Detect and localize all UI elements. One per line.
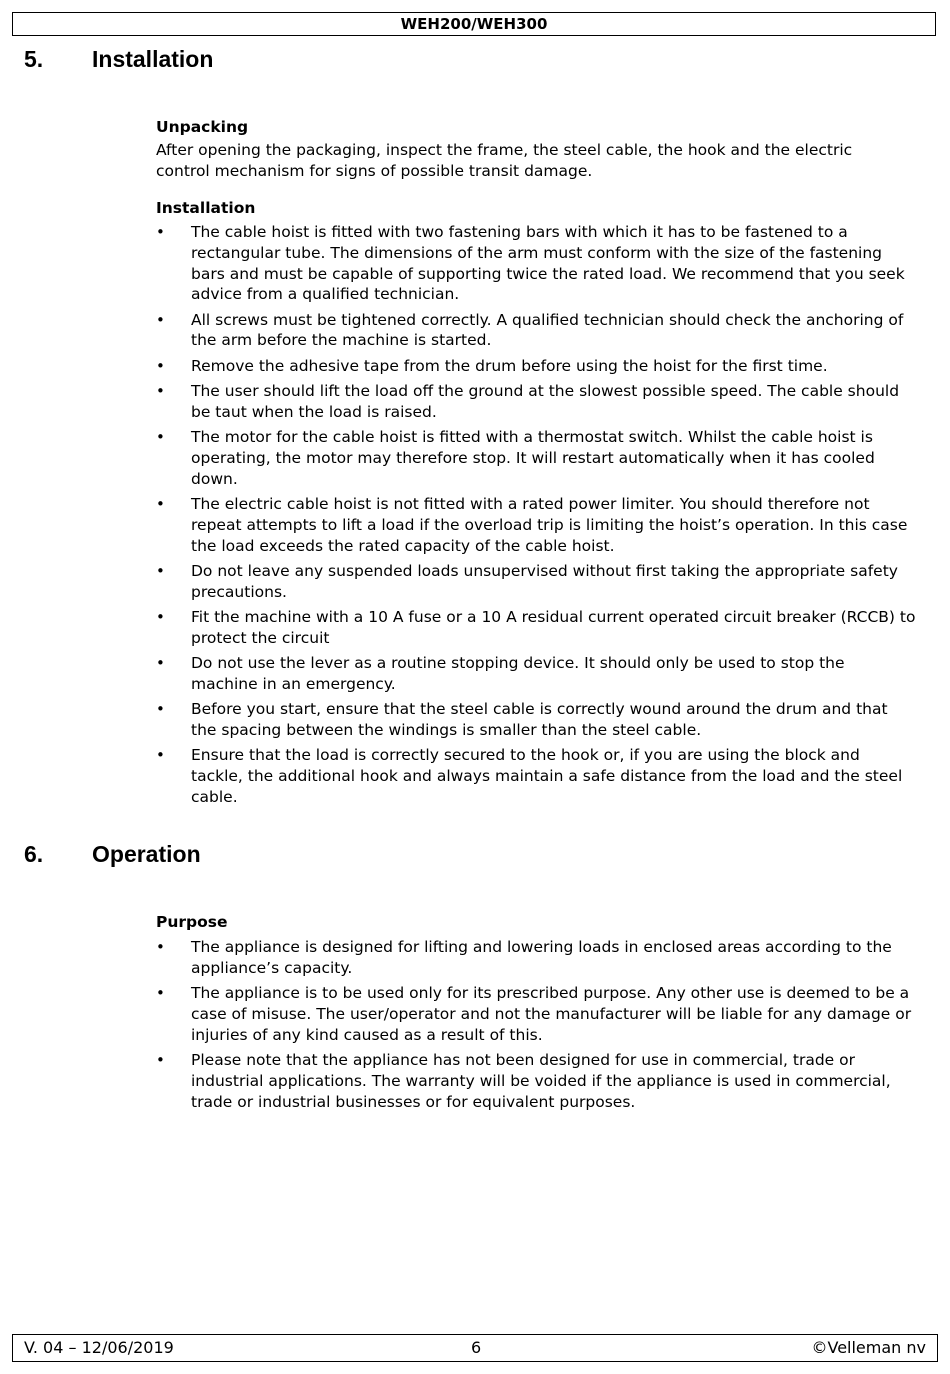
list-item: [156, 699, 916, 741]
list-item-text: Before you start, ensure that the steel cable is correctly wound around the drum and that the spacing between the windings is smaller than the steel cable.: [191, 700, 888, 740]
section-number: 5.: [24, 46, 44, 72]
list-item: [156, 745, 916, 807]
list-item-text: The appliance is to be used only for its prescribed purpose. Any other use is deemed to be a case of misuse. The user/operator and not the manufacturer will be liable for any damage or injuries of any kind caused as a result of this.: [191, 984, 912, 1044]
list-item-text: The user should lift the load off the ground at the slowest possible speed. The cable should be taut when the load is raised.: [191, 382, 900, 421]
list-item-text: Fit the machine with a 10 A fuse or a 10 A residual current operated circuit breaker (RCCB) to protect the circuit: [191, 608, 916, 647]
list-item-text: Ensure that the load is correctly secured to the hook or, if you are using the block and tackle, the additional hook and always maintain a safe distance from the load and the steel cable.: [191, 746, 903, 806]
list-item: [156, 222, 916, 305]
list-item: [156, 381, 916, 423]
bullet-icon: •: [156, 223, 165, 241]
list-item-text: Do not leave any suspended loads unsupervised without first taking the appropriate safety precautions.: [191, 561, 898, 601]
list-item-text: The electric cable hoist is not fitted with a rated power limiter. You should therefore not repeat attempts to lift a load if the overload trip is limiting the hoist’s operation. In this case the load exceeds the rated capacity of the cable hoist.: [191, 495, 908, 555]
bullet-icon: •: [156, 382, 165, 401]
list-item-text: The cable hoist is fitted with two fastening bars with which it has to be fastened to a rectangular tube. The dimensions of the arm must conform with the size of the fastening bars and must be capable of supporting twice the rated load. We recommend that you seek advice from a qualified technician.: [191, 223, 905, 304]
bullet-icon: •: [156, 310, 165, 329]
bullet-icon: •: [156, 428, 165, 447]
bullet-icon: •: [156, 938, 165, 956]
section-title-installation: [24, 45, 213, 73]
bullet-icon: •: [156, 746, 165, 765]
document-footer: [12, 1334, 938, 1362]
list-item: [156, 607, 916, 649]
section-number: 6.: [24, 841, 44, 867]
bullet-icon: •: [156, 356, 165, 375]
bullet-icon: •: [156, 495, 165, 514]
list-item-text: Please note that the appliance has not been designed for use in commercial, trade or industrial applications. The warranty will be voided if the appliance is used in commercial, trade or industrial businesses or for equivalent purposes.: [191, 1050, 891, 1111]
version-date: V. 04 – 12/06/2019: [24, 1338, 174, 1357]
page-number: 6: [471, 1338, 482, 1357]
bullet-icon: •: [156, 561, 165, 580]
installation-heading: Installation: [156, 199, 256, 217]
purpose-heading: Purpose: [156, 913, 228, 931]
list-item: [156, 983, 916, 1045]
model-name: WEH200/WEH300: [400, 15, 548, 33]
unpacking-heading: Unpacking: [156, 118, 249, 136]
section-title-text: Installation: [92, 46, 214, 72]
bullet-icon: •: [156, 984, 165, 1003]
list-item-text: Do not use the lever as a routine stopping device. It should only be used to stop the machine in an emergency.: [191, 654, 845, 693]
list-item: [156, 937, 916, 979]
bullet-icon: •: [156, 700, 165, 719]
list-item: [156, 494, 916, 556]
installation-bullet-list: [156, 222, 916, 812]
list-item: [156, 1050, 916, 1112]
list-item: [156, 310, 916, 352]
copyright: ©Velleman nv: [811, 1338, 926, 1357]
list-item: [156, 356, 916, 377]
document-header: [12, 12, 936, 36]
section-title-operation: [24, 840, 201, 868]
list-item-text: Remove the adhesive tape from the drum before using the hoist for the first time.: [191, 356, 828, 375]
list-item-text: All screws must be tightened correctly. A qualified technician should check the anchoring of the arm before the machine is started.: [191, 310, 904, 350]
bullet-icon: •: [156, 654, 165, 673]
list-item-text: The motor for the cable hoist is fitted with a thermostat switch. Whilst the cable hoist is operating, the motor may therefore stop. It will restart automatically when it has cooled down.: [191, 428, 875, 488]
bullet-icon: •: [156, 1050, 165, 1069]
list-item: [156, 427, 916, 489]
purpose-bullet-list: [156, 937, 916, 1117]
bullet-icon: •: [156, 608, 165, 627]
section-title-text: Operation: [92, 841, 201, 867]
unpacking-paragraph: After opening the packaging, inspect the frame, the steel cable, the hook and the electric control mechanism for signs of possible transit damage.: [156, 141, 853, 180]
list-item: [156, 653, 916, 695]
list-item-text: The appliance is designed for lifting and lowering loads in enclosed areas according to the appliance’s capacity.: [191, 938, 892, 977]
list-item: [156, 561, 916, 603]
